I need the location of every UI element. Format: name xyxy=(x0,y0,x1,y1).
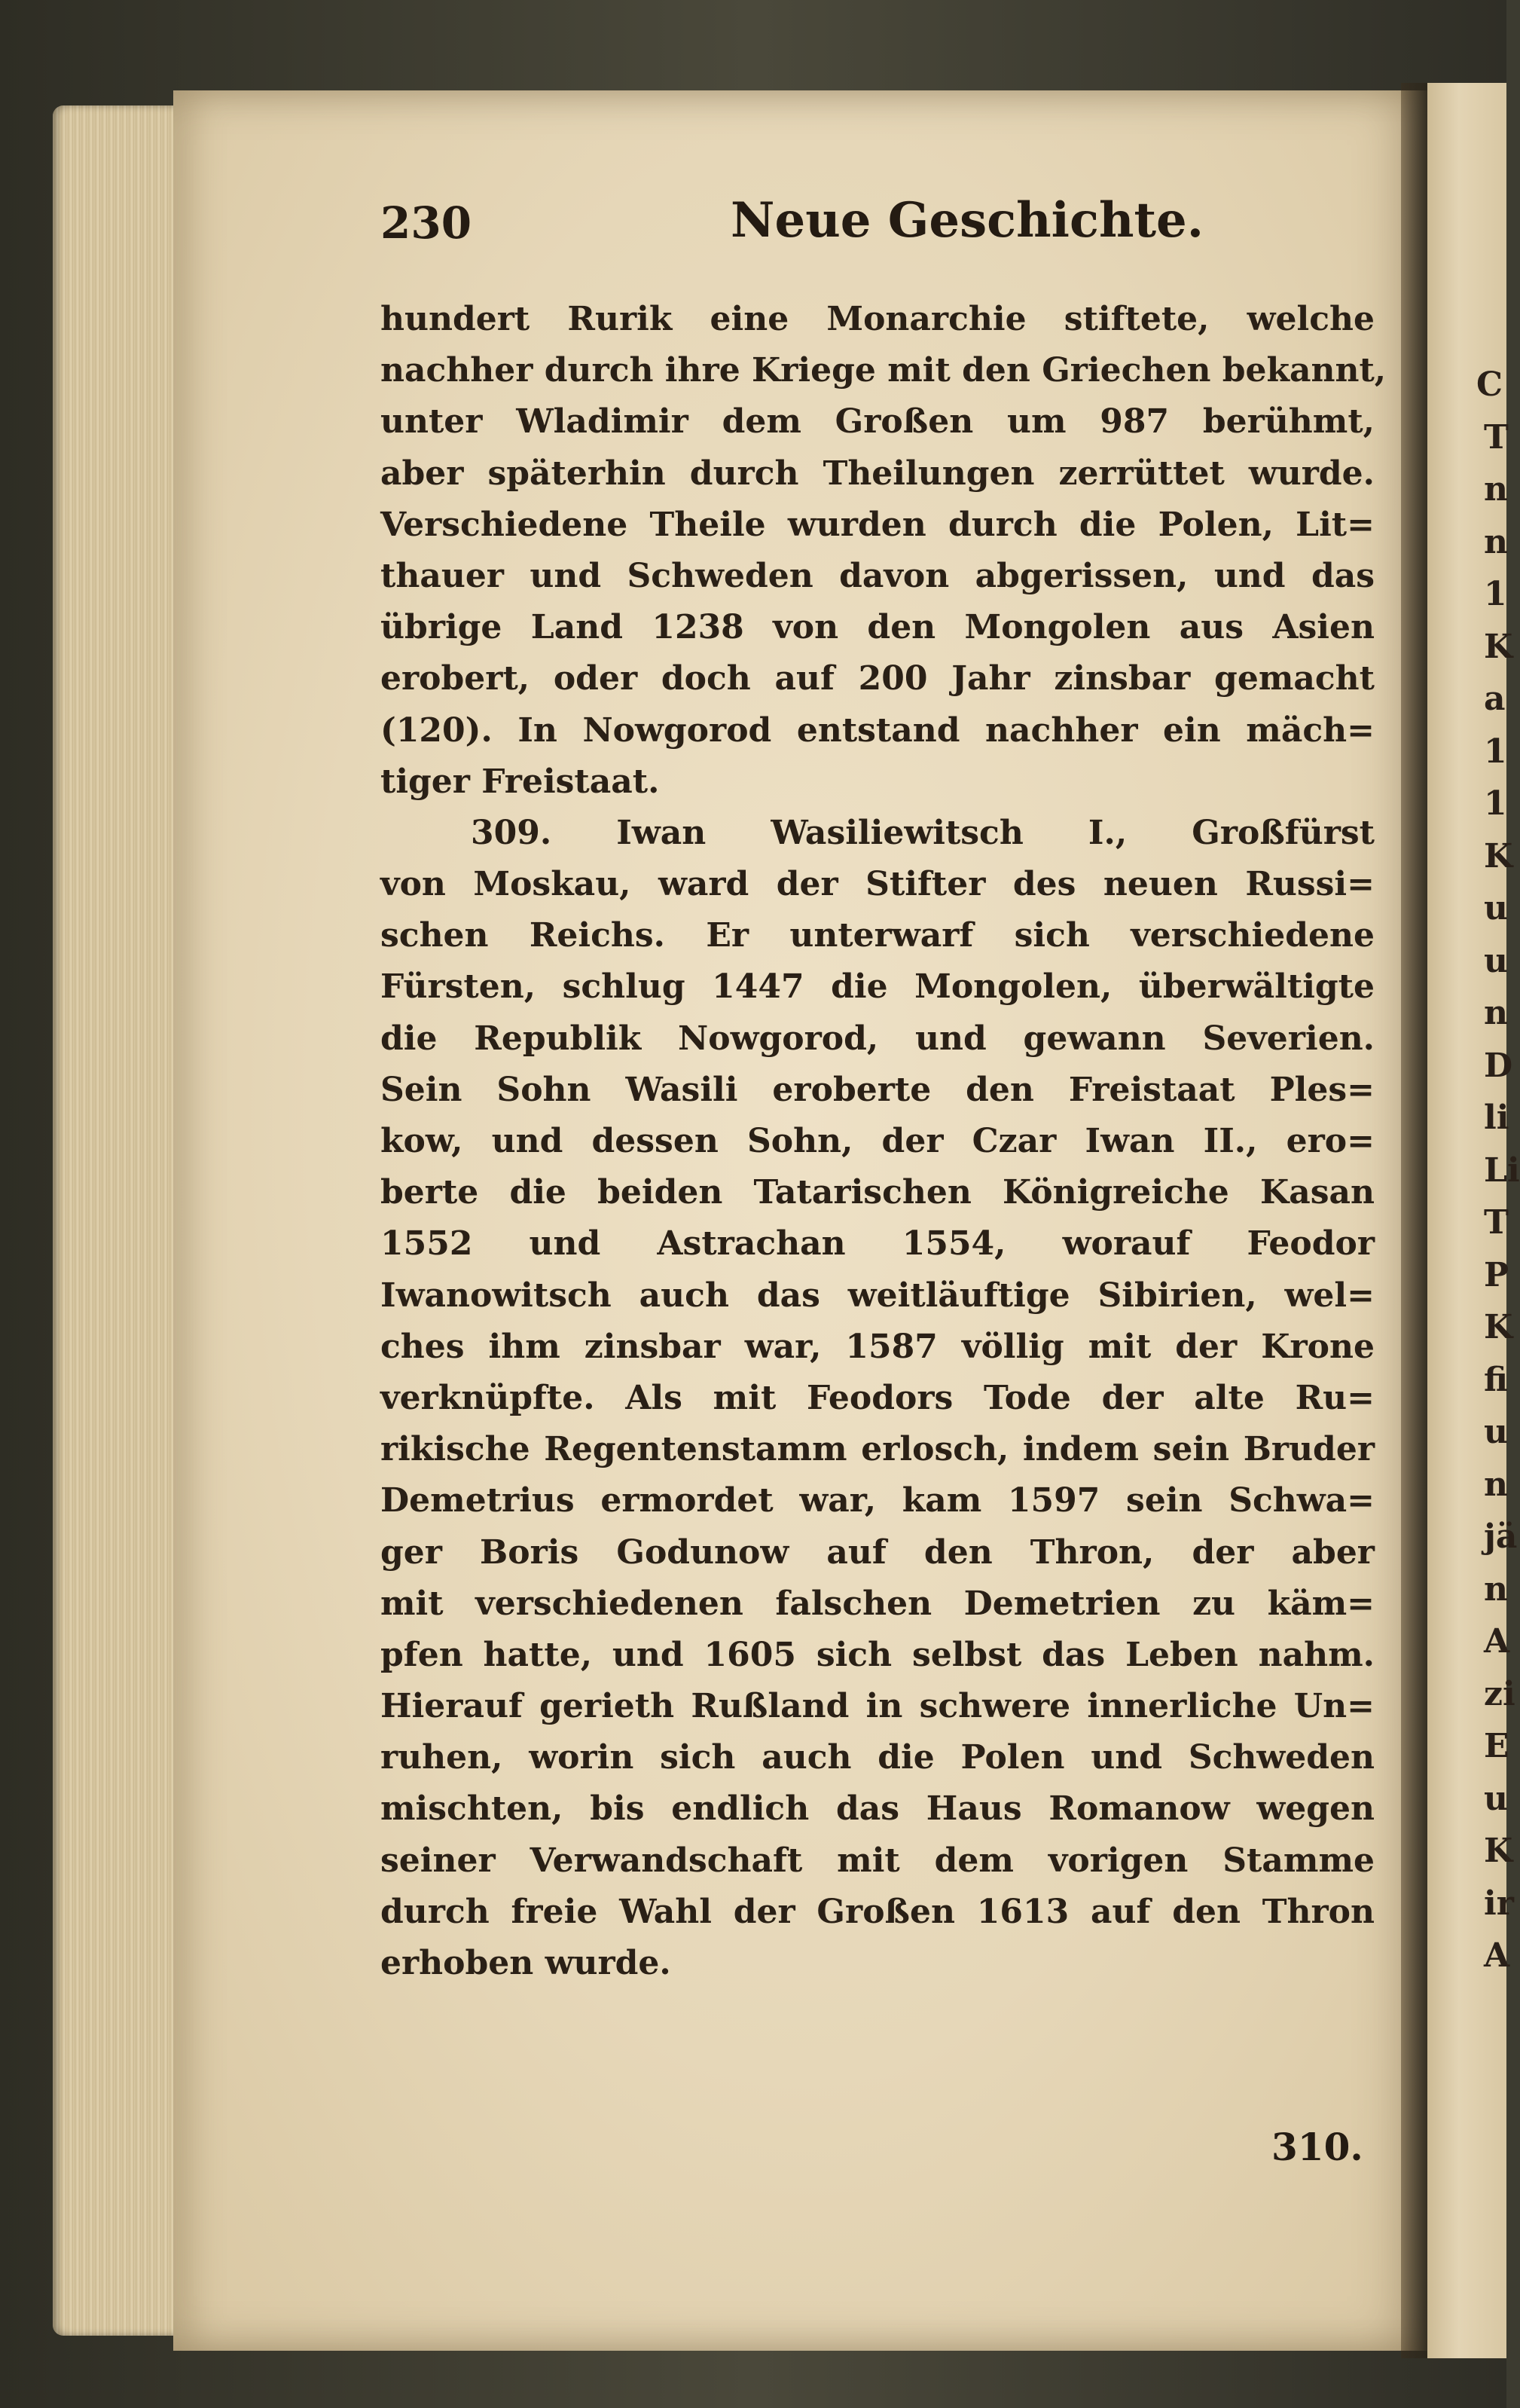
book-gutter xyxy=(1401,83,1431,2358)
text-line: kow, und dessen Sohn, der Czar Iwan II., ero= xyxy=(380,1122,1375,1160)
facing-page-fragment: fi xyxy=(1484,1360,1508,1399)
facing-page-fragment: P xyxy=(1484,1255,1509,1294)
facing-page-fragment: li xyxy=(1484,1099,1509,1137)
text-line: aber späterhin durch Theilungen zerrüttet wurde. xyxy=(380,454,1375,493)
paragraph-start-309: 309. Iwan Wasiliewitsch I., Großfürst xyxy=(471,813,1375,852)
text-line: hundert Rurik eine Monarchie stiftete, welche xyxy=(380,300,1375,338)
text-line: erhoben wurde. xyxy=(380,1944,671,1982)
facing-page-fragment: T xyxy=(1484,417,1509,457)
text-line: rikische Regentenstamm erlosch, indem sein Bruder xyxy=(380,1430,1375,1469)
facing-page-fragment: n xyxy=(1484,994,1508,1032)
facing-page-fragment: C xyxy=(1476,365,1503,404)
text-line: von Moskau, ward der Stifter des neuen Russi= xyxy=(380,865,1375,904)
text-line: übrige Land 1238 von den Mongolen aus Asien xyxy=(380,608,1375,647)
facing-page-fragment: 1 xyxy=(1484,732,1507,771)
page-number: 230 xyxy=(380,197,472,249)
facing-page-fragment: K xyxy=(1484,1308,1513,1346)
text-line: (120). In Nowgorod entstand nachher ein mäch= xyxy=(380,710,1375,750)
text-line: seiner Verwandschaft mit dem vorigen Stamme xyxy=(380,1841,1375,1880)
text-line: verknüpfte. Als mit Feodors Tode der alte Ru= xyxy=(380,1378,1375,1417)
text-line: Demetrius ermordet war, kam 1597 sein Schwa= xyxy=(380,1481,1375,1520)
facing-page-fragment: T xyxy=(1484,1203,1509,1242)
facing-page-fragment: a xyxy=(1484,680,1506,718)
facing-page-fragment: n xyxy=(1484,470,1508,509)
facing-page-fragment: E xyxy=(1484,1727,1509,1765)
facing-page-fragment: Li xyxy=(1484,1151,1520,1190)
facing-page-fragment: K xyxy=(1484,836,1513,875)
text-line: unter Wladimir dem Großen um 987 berühmt, xyxy=(380,402,1375,442)
facing-page-fragment: A xyxy=(1484,1936,1510,1975)
facing-page-fragment: 1 xyxy=(1484,575,1507,613)
text-line: mischten, bis endlich das Haus Romanow wegen xyxy=(380,1789,1375,1829)
facing-page-fragment: zi xyxy=(1484,1674,1515,1713)
text-line: die Republik Nowgorod, und gewann Severien. xyxy=(380,1019,1375,1058)
text-line: ches ihm zinsbar war, 1587 völlig mit der Krone xyxy=(380,1327,1375,1366)
facing-page-fragment: u xyxy=(1484,1413,1508,1451)
text-line: Verschiedene Theile wurden durch die Polen, Lit= xyxy=(380,505,1375,544)
text-line: pfen hatte, und 1605 sich selbst das Leben nahm. xyxy=(380,1635,1375,1674)
facing-page-fragment: n xyxy=(1484,522,1508,561)
text-line: mit verschiedenen falschen Demetrien zu käm= xyxy=(380,1584,1375,1623)
text-line: ruhen, worin sich auch die Polen und Schweden xyxy=(380,1738,1375,1777)
text-line: Hierauf gerieth Rußland in schwere innerliche Un= xyxy=(380,1687,1375,1726)
facing-page-fragment: K xyxy=(1484,627,1513,666)
facing-page-fragment: u xyxy=(1484,941,1508,980)
text-line: erobert, oder doch auf 200 Jahr zinsbar gemacht xyxy=(380,659,1375,698)
catchword: 310. xyxy=(1271,2125,1363,2169)
facing-page-fragment: ir xyxy=(1484,1884,1514,1923)
facing-page-fragment: u xyxy=(1484,889,1508,927)
facing-page-fragment: K xyxy=(1484,1832,1513,1870)
text-line: Iwanowitsch auch das weitläuftige Sibirien, wel= xyxy=(380,1276,1375,1315)
facing-page-fragment: u xyxy=(1484,1779,1508,1818)
text-line: tiger Freistaat. xyxy=(380,762,660,801)
text-line: ger Boris Godunow auf den Thron, der aber xyxy=(380,1533,1375,1572)
facing-page-fragment: D xyxy=(1484,1046,1513,1085)
text-line: Fürsten, schlug 1447 die Mongolen, überwältigte xyxy=(380,967,1375,1007)
text-line: nachher durch ihre Kriege mit den Griechen bekannt, xyxy=(380,351,1387,390)
text-line: Sein Sohn Wasili eroberte den Freistaat Ples= xyxy=(380,1070,1375,1109)
text-line: 1552 und Astrachan 1554, worauf Feodor xyxy=(380,1224,1375,1264)
text-line: thauer und Schweden davon abgerissen, und das xyxy=(380,556,1375,595)
facing-page-fragment: n xyxy=(1484,1569,1508,1609)
text-line: berte die beiden Tatarischen Königreiche Kasan xyxy=(380,1173,1375,1212)
text-line: durch freie Wahl der Großen 1613 auf den Thron xyxy=(380,1892,1375,1931)
facing-page-fragment: jä xyxy=(1484,1517,1518,1556)
text-line: schen Reichs. Er unterwarf sich verschiedene xyxy=(380,916,1375,955)
facing-page-fragment: 1 xyxy=(1484,784,1507,823)
running-head: Neue Geschichte. xyxy=(731,192,1204,249)
facing-page-fragment: n xyxy=(1484,1465,1508,1504)
facing-page-fragment: A xyxy=(1484,1622,1510,1661)
body-text xyxy=(380,294,1387,1989)
facing-page-slice xyxy=(1427,83,1520,2358)
